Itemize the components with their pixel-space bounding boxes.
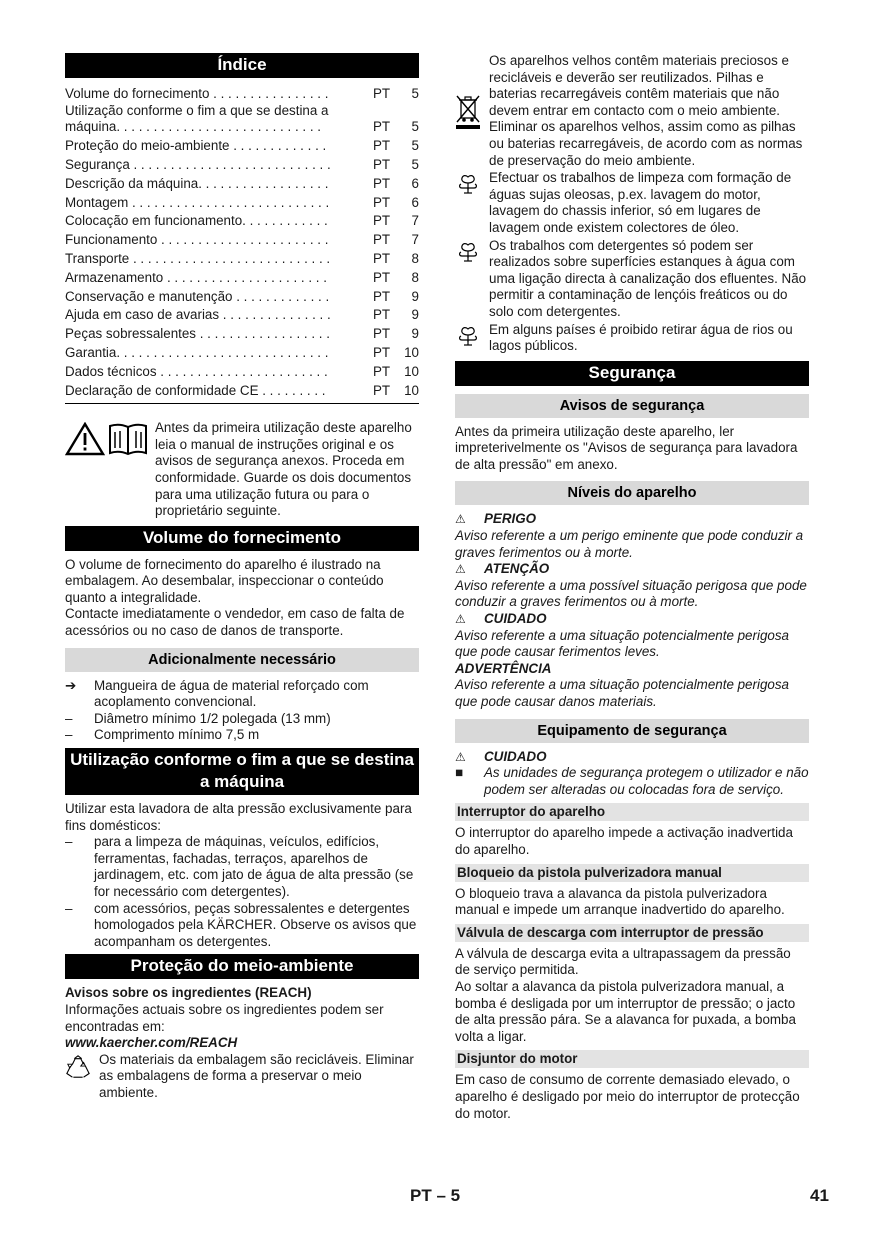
toc-entry: Peças sobressalentes . . . . . . . . . . . . . . . . . . PT 9 — [65, 326, 419, 342]
toc-entry: Funcionamento . . . . . . . . . . . . . . . . . . . . . . . PT 7 — [65, 232, 419, 248]
safety-notices-text: Antes da primeira utilização deste aparelho, ler impreterivelmente os "Avisos de segurança para lavadora de alta pressão" em anexo. — [455, 423, 798, 472]
warning-small-icon: ⚠ — [455, 512, 466, 527]
old-devices-text: Os aparelhos velhos contêm materiais preciosos e recicláveis e deverão ser reutilizados. Pilhas e baterias recarregáveis contêm materiais que não devem entrar em contacto com o meio ambiente. Eliminar os aparelhos velhos, assim como as pilhas ou baterias recarregáveis, de acordo com as normas de preservação do meio ambiente. — [489, 53, 803, 168]
toc-entry: Garantia. . . . . . . . . . . . . . . . . . . . . . . . . . . . . PT 10 — [65, 344, 419, 360]
environment-tree-icon — [457, 240, 479, 262]
toc-entry: Montagem . . . . . . . . . . . . . . . . . . . . . . . . . . . PT 6 — [65, 194, 419, 210]
warning-small-icon: ⚠ — [455, 749, 466, 764]
toc-entry: Proteção do meio-ambiente . . . . . . . . . . . . . PT 5 — [65, 138, 419, 154]
list-item: – Diâmetro mínimo 1/2 polegada (13 mm) — [65, 710, 331, 726]
level-attention: ⚠ ATENÇÃO Aviso referente a uma possível situação perigosa que pode conduzir a graves ferimentos ou à morte. — [455, 561, 807, 610]
toc-entry: Utilização conforme o fim a que se destina a máquina. . . . . . . . . . . . . . . . . . . . . . . . . . . . PT 5 — [65, 102, 419, 135]
volume-title: Volume do fornecimento — [65, 526, 419, 551]
old-devices-note — [455, 53, 809, 169]
volume-p1: O volume de fornecimento do aparelho é ilustrado na embalagem. Ao desembalar, inspeccionar o conteúdo quanto a integralidade. — [65, 556, 384, 605]
level-danger: ⚠ PERIGO Aviso referente a um perigo eminente que pode conduzir a graves ferimentos ou à morte. — [455, 511, 804, 560]
gunlock-title: Bloqueio da pistola pulverizadora manual — [455, 864, 809, 882]
motor-text: Em caso de consumo de corrente demasiado elevado, o aparelho é desligado por meio do interruptor de protecção do motor. — [455, 1072, 800, 1121]
equipment-caution: ⚠ CUIDADO — [455, 748, 547, 764]
safety-notices-title: Avisos de segurança — [455, 394, 809, 418]
intro-warning-text: Antes da primeira utilização deste aparelho leia o manual de instruções original e os avisos de segurança anexos. Proceda em conformidade. Guarde os dois documentos para uma utilização futura ou para o proprietário seguinte. — [155, 420, 412, 519]
toc-entry: Ajuda em caso de avarias . . . . . . . . . . . . . . . PT 9 — [65, 307, 419, 323]
safety-title: Segurança — [455, 361, 809, 386]
reach-text: Informações actuais sobre os ingredientes podem ser encontradas em: — [65, 1001, 384, 1034]
footer-label: PT – 5 — [410, 1186, 461, 1205]
square-bullet-icon: ■ — [455, 765, 464, 781]
switch-text: O interruptor do aparelho impede a activação inadvertida do aparelho. — [455, 825, 793, 857]
toc-entry: Dados técnicos . . . . . . . . . . . . . . . . . . . . . . . PT 10 — [65, 363, 419, 379]
toc-entry: Transporte . . . . . . . . . . . . . . . . . . . . . . . . . . . PT 8 — [65, 250, 419, 266]
toc-entry: Armazenamento . . . . . . . . . . . . . . . . . . . . . . PT 8 — [65, 269, 419, 285]
list-item: ■ As unidades de segurança protegem o utilizador e não podem ser alteradas ou colocadas fora de serviço. — [455, 765, 809, 797]
usage-title: Utilização conforme o fim a que se destina a máquina — [65, 748, 419, 795]
packaging-note — [65, 1052, 419, 1102]
valve-p2: Ao soltar a alavanca da pistola pulverizadora manual, a bomba é desligada por um interruptor de pressão; o jacto de alta pressão pára. Se a alavanca for puxada, a bomba volta a ligar. — [455, 978, 796, 1044]
detergent-work-note — [455, 238, 809, 321]
list-item: – para a limpeza de máquinas, veículos, edifícios, ferramentas, fachadas, terraços, aparelhos de jardinagem, etc. com jato de água de alta pressão (se for necessário com detergentes). — [65, 834, 414, 900]
toc-title: Índice — [65, 53, 419, 78]
levels-title: Níveis do aparelho — [455, 481, 809, 505]
toc-entry: Declaração de conformidade CE . . . . . . . . . PT 10 — [65, 382, 419, 398]
oil-work-note — [455, 170, 809, 236]
equipment-title: Equipamento de segurança — [455, 719, 809, 743]
valve-p1: A válvula de descarga evita a ultrapassagem da pressão de serviço permitida. — [455, 945, 791, 978]
equipment-list — [455, 765, 809, 798]
rivers-text: Em alguns países é proibido retirar água de rios ou lagos públicos. — [489, 321, 793, 354]
list-item: – Comprimento mínimo 7,5 m — [65, 727, 260, 743]
usage-list — [65, 834, 419, 950]
rivers-note — [455, 322, 809, 355]
reach-heading: Avisos sobre os ingredientes (REACH) — [65, 985, 312, 1001]
list-item: – com acessórios, peças sobressalentes e detergentes homologados pela KÄRCHER. Observe os avisos que acompanham os detergentes. — [65, 900, 417, 949]
detergent-work-text: Os trabalhos com detergentes só podem ser realizados sobre superfícies estanques à água com uma ligação directa à canalização dos efluentes. Não permitir a contaminação de lençóis freáticos ou do solo com detergentes. — [489, 237, 807, 319]
recycling-icon — [65, 1054, 91, 1080]
list-item: ➔ Mangueira de água de material reforçado com acoplamento convencional. — [65, 677, 369, 710]
toc-list — [65, 84, 419, 404]
gunlock-text: O bloqueio trava a alavanca da pistola pulverizadora manual e impede um arranque inadvertido do aparelho. — [455, 885, 785, 918]
left-column — [65, 53, 419, 1103]
packaging-text: Os materiais da embalagem são recicláveis. Eliminar as embalagens de forma a preservar o meio ambiente. — [99, 1051, 414, 1100]
manual-book-icon — [107, 422, 149, 456]
level-caution: ⚠ CUIDADO Aviso referente a uma situação potencialmente perigosa que pode causar ferimentos leves. — [455, 611, 789, 660]
toc-entry: Conservação e manutenção . . . . . . . . . . . . . PT 9 — [65, 288, 419, 304]
volume-p2: Contacte imediatamente o vendedor, em caso de falta de acessórios ou no caso de danos de transporte. — [65, 606, 405, 639]
right-column — [455, 53, 809, 1122]
environment-tree-icon — [457, 172, 479, 194]
crossed-bin-icon — [455, 94, 481, 130]
reach-url: www.kaercher.com/REACH — [65, 1035, 238, 1051]
oil-work-text: Efectuar os trabalhos de limpeza com formação de águas sujas oleosas, p.ex. lavagem do motor, lavagem do chassis inferior, só em lugares de lavagem onde existem colectores de óleo. — [489, 170, 792, 235]
warning-small-icon: ⚠ — [455, 562, 466, 577]
warning-small-icon: ⚠ — [455, 612, 466, 627]
switch-title: Interruptor do aparelho — [455, 803, 809, 821]
toc-entry: Descrição da máquina. . . . . . . . . . . . . . . . . . PT 6 — [65, 175, 419, 191]
toc-entry: Colocação em funcionamento. . . . . . . . . . . . PT 7 — [65, 213, 419, 229]
toc-entry: Segurança . . . . . . . . . . . . . . . . . . . . . . . . . . . PT 5 — [65, 156, 419, 172]
usage-intro: Utilizar esta lavadora de alta pressão exclusivamente para fins domésticos: — [65, 801, 412, 833]
toc-entry: Volume do fornecimento . . . . . . . . . . . . . . . . PT 5 — [65, 86, 419, 102]
motor-title: Disjuntor do motor — [455, 1050, 809, 1068]
additional-list — [65, 678, 419, 744]
additional-title: Adicionalmente necessário — [65, 648, 419, 672]
intro-warning — [65, 420, 419, 520]
page-number: 41 — [810, 1186, 829, 1205]
valve-title: Válvula de descarga com interruptor de pressão — [455, 924, 809, 942]
environment-tree-icon — [457, 324, 479, 346]
warning-triangle-icon — [65, 422, 105, 456]
environment-title: Proteção do meio-ambiente — [65, 954, 419, 979]
level-advertencia: ADVERTÊNCIA Aviso referente a uma situação potencialmente perigosa que pode causar danos materiais. — [455, 660, 789, 709]
